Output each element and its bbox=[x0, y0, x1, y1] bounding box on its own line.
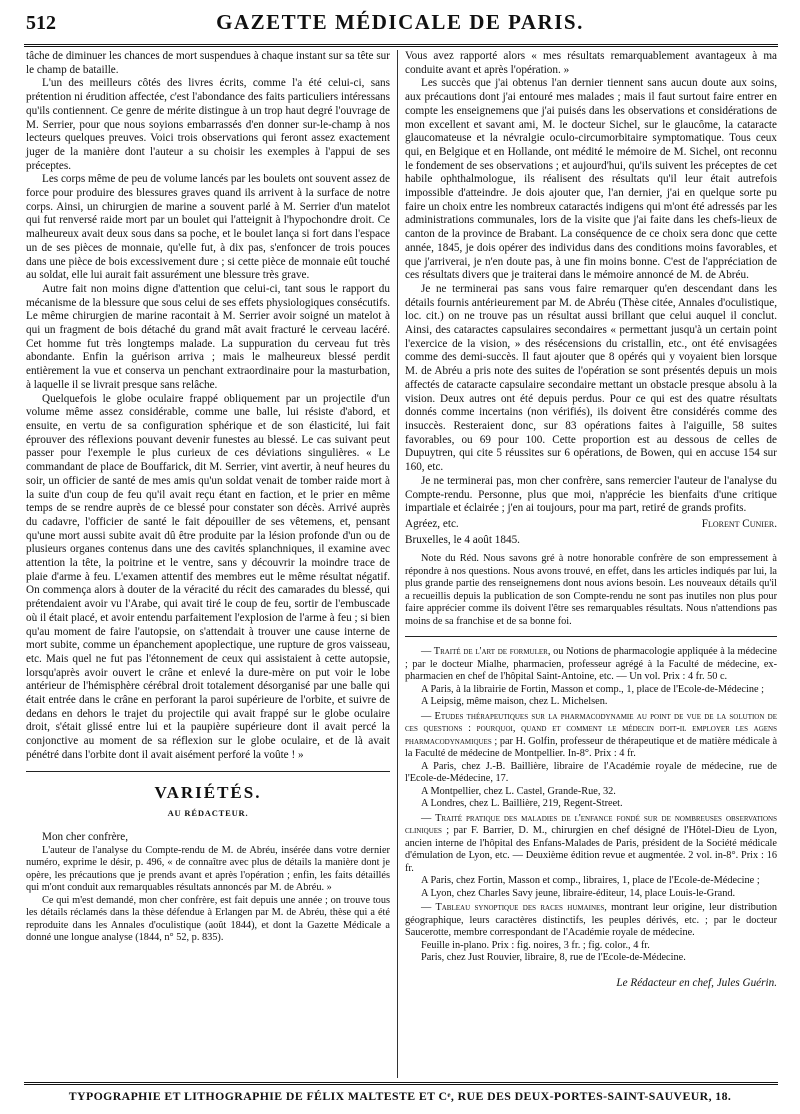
bib-text: montrant leur origine, leur distribution géographique, leurs caractères distinctifs, les peuples dérivés, etc. ; par le docteur Saucerotte, membre correspondant de l'Académie royale de médecine. bbox=[405, 902, 777, 939]
paragraph: tâche de diminuer les chances de mort suspendues à chaque instant sur sa tête sur le champ de bataille. bbox=[26, 50, 390, 76]
bib-title: — Tableau synoptique des races humaines, bbox=[421, 902, 607, 914]
paragraph: L'un des meilleurs côtés des livres écrits, comme l'a été celui-ci, sans prétention ni érudition affectée, c'est l'abondance des faits particuliers intéressans qu'ils contiennent. Ce genre de mérite distingue à un trop haut degré l'ouvrage de M. Serrier, pour que nous soyions embarrassés d'en donner sur-le-champ à nos lecteurs quelques preuves. Voici trois observations qui feront assez exactement juger de la manière dont l'auteur a su choisir les exemples à l'appui de ses préceptes. bbox=[26, 77, 390, 172]
page-number: 512 bbox=[26, 12, 56, 34]
paragraph: Je ne terminerai pas sans vous faire remarquer qu'en descendant dans les détails fournis antérieurement par M. de Abréu (Thèse citée, Annales d'oculistique, loc. cit.) on ne trouve pas un résultat aussi brillant que celui auquel il conclut. Ainsi, des cataractes capsulaires secondaires « permettant jusqu'à un certain point l'exercice de la vision, » des résécensions du cristallin, etc., ont été envisagées comme des demi-succès. Il faut ajouter que 8 opérés qui y voyaient bien lorsque M. de Abréu a pris note des suites de l'opération se sont présentés depuis un mois affectés de cataracte capsulaire secondaire mettant un obstacle presque absolu à la vision. Deux autres ont été depuis perdus. Pour ce qui est des quatre résultats donnés comme incertains (non vérifiés), ils doivent être considérés comme des insuccès. Resteraient donc, sur 83 opérations faites à l'aiguille, 58 suites favorables, ou 69 pour 100. Cette proportion est au dessous de celles de Dupuytren, qui cite 5 réussites sur 6 opérations, de Bowen, qui en accuse 154 sur 160, etc. bbox=[405, 282, 777, 474]
bibliography-entry bbox=[405, 711, 777, 811]
signature-row bbox=[405, 518, 777, 532]
left-column bbox=[26, 50, 390, 945]
section-subtitle: AU RÉDACTEUR. bbox=[167, 808, 249, 819]
letter-paragraph: L'auteur de l'analyse du Compte-rendu de M. de Abréu, insérée dans votre dernier numéro, exprime le désir, p. 496, « de connaître avec plus de détails la manière dont je opère, les précautions que je prends avant et après l'opération ; enfin, les faits détaillés qui m'ont conduit aux remarquables résultats annoncés par M. de Abréu. » bbox=[26, 844, 390, 894]
right-column bbox=[405, 50, 777, 991]
bibliography-entry bbox=[405, 902, 777, 965]
bib-text: ou Notions de pharmacologie appliquée à la médecine ; par le docteur Mialhe, pharmacien, professeur agrégé à la Faculté de médecine, ex-pharmacien en chef de l'hôpital Saint-Antoine, etc. — Un vol. Prix : 4 fr. 50 c. bbox=[405, 646, 777, 683]
bib-text: par H. Golfin, professeur de thérapeutique et de matière médicale à la Faculté de médecine de Montpellier. In-8°. Prix : 4 fr. bbox=[405, 735, 778, 760]
bibliography-entry bbox=[405, 813, 777, 901]
footer-rule bbox=[24, 1082, 778, 1085]
bib-line: Feuille in-plano. Prix : fig. noires, 3 fr. ; fig. color., 4 fr. bbox=[421, 939, 650, 951]
section-title: VARIÉTÉS. bbox=[154, 782, 262, 802]
bib-text: par F. Barrier, D. M., chirurgien en chef désigné de l'Hôtel-Dieu de Lyon, ancien interne de l'hôpital des Enfans-Malades de Paris, président de la Société médicale d'émulation de Lyon, etc. — Deuxième édition revue et augmentée. 2 vol. in-8°. Prix : 16 fr. bbox=[405, 825, 777, 874]
paragraph: Les succès que j'ai obtenus l'an dernier tiennent sans aucun doute aux soins, aux précautions dont j'ai entouré mes malades ; mais il faut surtout faire entrer en compte les enseignemens que j'ai puisés dans les observations et considérations de mon excellent et savant ami, M. le docteur Sichel, sur le glaucôme, la cataracte glaucomateuse et la névralgie oculo-circumorbitaire symptomatique. Tous ceux qui, en Belgique et en Hollande, ont médité le mémoire de M. Sichel, ont reconnu le fondement de ses observations ; et aujourd'hui, qu'ils suivent les préceptes de cet habile ophthalmologue, ils réalisent des résultats qu'il leur était autrefois impossible d'atteindre. Je dois ajouter que, l'an dernier, j'ai en quelque sorte pu faire un choix entre les nombreux cataractés indigens qui m'ont été adressés par les administrations communales, lors de la visite que j'ai faite dans les chefs-lieux de canton de la province de Brabant. La conséquence de ce choix sera donc que cette année, 1845, je dois opérer des individus dans des conditions moins favorables, et que j'arriverai, je n'en doute pas, à une fin moins bonne. C'est de l'appréciation de ces résultats divers que je traiterai dans le mémoire annoncé de M. de Abréu. bbox=[405, 77, 777, 282]
bib-line: A Paris, à la librairie de Fortin, Masson et comp., 1, place de l'Ecole-de-Médecine ; bbox=[421, 683, 764, 695]
paragraph: Les corps même de peu de volume lancés par les boulets ont souvent assez de force pour produire des blessures graves quand ils arrivent à la surface de notre corps. Ainsi, un chirurgien de marine a souvent parlé à M. Serrier d'un matelot qui fut renversé raide mort par un boulet qui l'atteignit à l'hypochondre droit. Ce malheureux avait deux sous dans sa poche, et le boulet lança si fort dans l'espace un de ses pièces de monnaie, qu'elle fut, à dix pas, s'enfoncer de trois pouces dans une pièce de bois excessivement dure ; si cette pièce de monnaie eût touché au soldat, elle lui aurait fait assurément une blessure très grave. bbox=[26, 173, 390, 282]
paragraph: Quelquefois le globe oculaire frappé obliquement par un projectile d'un volume même assez considérable, comme une balle, lui résiste d'abord, et ensuite, en vertu de sa configuration sphérique et de son élasticité, lui fait éprouver des réflexions pouvant devenir funestes au blessé. Le cas suivant peut passer pour l'exemple le plus curieux de ces déviations singulières. « Le commandant de place de Bouffarick, dit M. Serrier, vint avertir, à neuf heures du soir, un officier de santé de mes amis qu'un soldat venait de tomber raide mort à la suite d'un coup de feu qu'il avait reçu étant en faction, et le prier en même temps de se rendre auprès de ce blessé pour constater son décès. Arrivé auprès du cadavre, l'officier de santé le fait dépouiller de ses vêtemens, et, pensant qu'une mort aussi subite avait dû être produite par la lésion profonde d'un ou de plusieurs organes contenus dans une des cavités splanchniques, il examine avec attention la tête, la poitrine et le ventre, sans y découvrir la moindre trace de plaie d'arme à feu. L'examen attentif des membres eut le même résultat négatif. On commença alors à douter de la véracité du récit des camarades du blessé, qui prétendaient avoir vu l'Arabe, qui avait tiré le coup de feu, sortir de l'embuscade où il était placé, et avoir entendu parfaitement l'explosion de l'arme à feu ; si bien qu'au moment de faire l'autopsie, on s'attendait à trouver une cause interne de mort subite, comme un épanchement apoplectique, une rupture de gros vaisseau, etc. Mais quel ne fut pas l'étonnement de ceux qui assistaient à cette autopsie, lorsqu'après avoir ouvert le crâne et enlevé la dure-mère on put voir le lobe antérieur de l'hémisphère cérébral droit totalement désorganisé par une balle qui était entrée dans le crâne en perforant la paroi supérieure de l'orbite, et suivre de dedans en dehors le trajet du projectile qui avait frappé sur le globe oculaire droit, s'était glissé entre lui et la paupière supérieure dont il avait percé la conjonctive au moment de sa réflexion sur le globe oculaire, et de là avait pénétré dans l'orbite dont il avait aisément perforé la voûte ! » bbox=[26, 392, 390, 761]
bibliography-divider bbox=[405, 636, 777, 637]
bib-title: — Etudes thérapeutiques sur la pharmacodynamie au point de vue de la solution de ces questions : pourquoi, quand et comment le médecin doit-il employer les agens pharmacodynamiques ; bbox=[405, 710, 777, 747]
bib-title: — Traité de l'art de formuler, bbox=[421, 646, 551, 658]
bib-line: Paris, chez Just Rouvier, libraire, 8, rue de l'Ecole-de-Médecine. bbox=[421, 952, 686, 964]
editor-signature: Le Rédacteur en chef, Jules Guérin. bbox=[616, 976, 777, 989]
paragraph: Autre fait non moins digne d'attention que celui-ci, tant sous le rapport du mécanisme de la blessure que sous celui de ses effets physiologiques consécutifs. Le même chirurgien de marine racontait à M. Serrier avoir soigné un matelot à qui un fragment de bois détaché du grand mât avait fracturé le cerveau lacéré. Cet homme fut très longtemps malade. La suppuration du cerveau fut très abondante. Enfin la guérison arriva ; mais le malheureux blessé perdit entièrement la vue et conserva un penchant extraordinaire pour la masturbation, à laquelle il se livrait presque sans relâche. bbox=[26, 282, 390, 391]
bib-line: A Lyon, chez Charles Savy jeune, libraire-éditeur, 14, place Louis-le-Grand. bbox=[421, 887, 736, 899]
bib-line: A Montpellier, chez L. Castel, Grande-Rue, 32. bbox=[421, 785, 616, 797]
bib-line: A Londres, chez L. Baillière, 219, Regent-Street. bbox=[421, 798, 623, 810]
section-divider bbox=[26, 771, 390, 772]
bib-line: A Leipsig, même maison, chez L. Michelsen. bbox=[421, 696, 608, 708]
column-divider bbox=[397, 50, 398, 1078]
bib-title: — Traité pratique des maladies de l'enfance fondé sur de nombreuses observations cliniques ; bbox=[405, 812, 777, 837]
paragraph: Vous avez rapporté alors « mes résultats remarquablement avantageux à ma conduite avant et après l'opération. » bbox=[405, 50, 777, 76]
bib-line: A Paris, chez J.-B. Baillière, libraire de l'Académie royale de médecine, rue de l'Ecole-de-Médecine, 17. bbox=[405, 760, 777, 785]
page-title: GAZETTE MÉDICALE DE PARIS. bbox=[216, 10, 584, 34]
bibliography-entry bbox=[405, 646, 777, 709]
signature-name: Florent Cunier. bbox=[701, 517, 777, 530]
header-rule bbox=[24, 44, 778, 47]
place-date: Bruxelles, le 4 août 1845. bbox=[405, 533, 520, 546]
printer-imprint: TYPOGRAPHIE ET LITHOGRAPHIE DE FÉLIX MALTESTE ET Cᵉ, RUE DES DEUX-PORTES-SAINT-SAUVEUR, 18. bbox=[68, 1089, 732, 1103]
bib-line: A Paris, chez Fortin, Masson et comp., libraires, 1, place de l'Ecole-de-Médecine ; bbox=[421, 875, 760, 887]
editor-note: Note du Réd. Nous savons gré à notre honorable confrère de son empressement à répondre à nos questions. Nous avons trouvé, en effet, dans les articles indiqués par lui, la plus grande partie des renseignemens dont nous avions besoin. Les nouveaux détails qu'il a recueillis depuis la publication de son Compte-rendu ne sont pas inutiles non plus pour faire apprécier comme ils doivent l'être ses remarquables résultats. Nous n'attendions pas moins de sa franchise et de sa bonne foi. bbox=[405, 553, 777, 627]
letter-paragraph: Ce qui m'est demandé, mon cher confrère, est fait depuis une année ; on trouve tous les détails réclamés dans la thèse défendue à Erlangen par M. de Abréu, thèse qui a été reproduite dans les Annales d'oculistique (août 1844), et dont la Gazette Médicale a donné une longue analyse (1844, n° 52, p. 835). bbox=[26, 894, 390, 944]
salutation: Mon cher confrère, bbox=[42, 830, 129, 843]
closing: Agréez, etc. bbox=[405, 517, 459, 530]
paragraph: Je ne terminerai pas, mon cher confrère, sans remercier l'auteur de l'analyse du Compte-rendu. Personne, plus que moi, n'apprécie les bienfaits d'une critique impartiale et éclairée ; j'en ai toujours, pour ma part, retiré de grands profits. bbox=[405, 474, 777, 515]
